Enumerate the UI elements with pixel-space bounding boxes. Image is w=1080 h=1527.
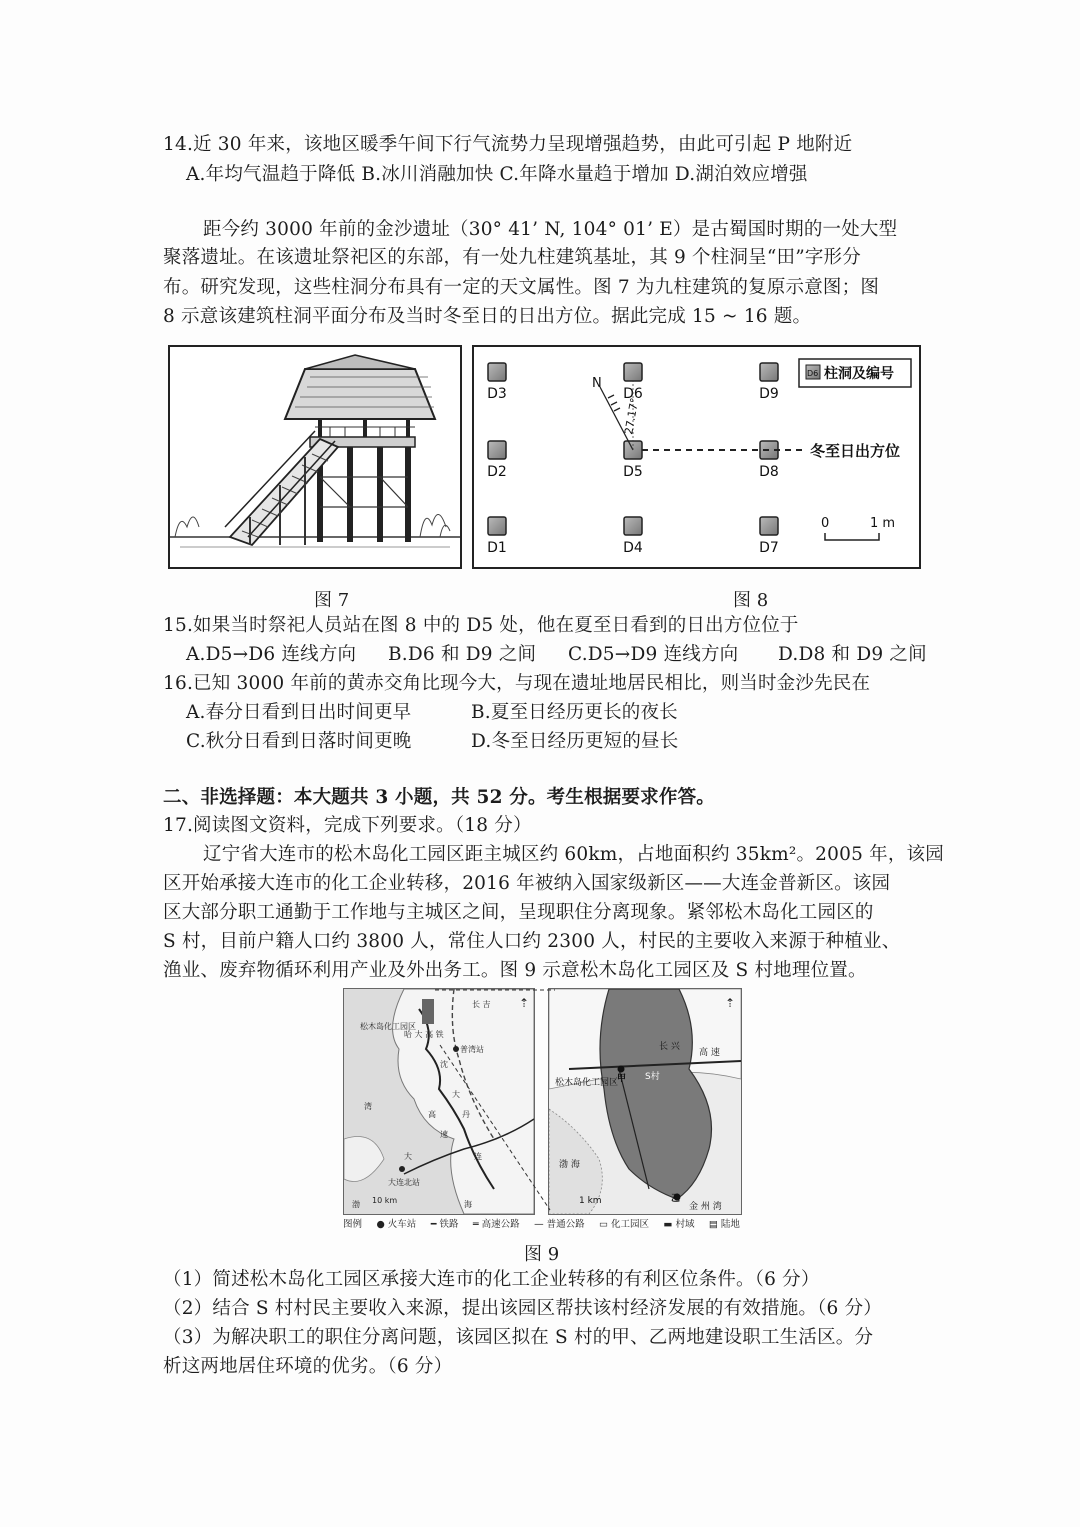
q17-passage-line-2: 区开始承接大连市的化工企业转移，2016 年被纳入国家级新区——大连金普新区。该园 bbox=[163, 873, 891, 894]
q16-option-a: A.春分日看到日出时间更早 bbox=[186, 702, 412, 723]
right-map-jia: 甲 bbox=[617, 1074, 627, 1084]
post-d9-label: D9 bbox=[759, 386, 779, 402]
post-d8-label: D8 bbox=[759, 464, 779, 480]
passage1-line-3: 布。研究发现，这些柱洞分布具有一定的天文属性。图 7 为九柱建筑的复原示意图；图 bbox=[163, 277, 880, 298]
right-map-road2: 高 速 bbox=[699, 1048, 720, 1058]
q14-options: A.年均气温趋于降低 B.冰川消融加快 C.年降水量趋于增加 D.湖泊效应增强 bbox=[186, 164, 808, 185]
left-map-park-label: 松木岛化工园区 bbox=[360, 1022, 416, 1031]
left-map-station1: 普湾站 bbox=[460, 1045, 484, 1054]
post-d5-label: D5 bbox=[623, 464, 643, 480]
figure-9-legend bbox=[343, 1216, 740, 1232]
q17-passage-line-5: 渔业、废弃物循环利用产业及外出务工。图 9 示意松木岛化工园区及 S 村地理位置。 bbox=[163, 960, 867, 981]
legend-expressway: ═ 高速公路 bbox=[472, 1219, 520, 1230]
right-map-north-arrow: ⇡ bbox=[725, 996, 736, 1010]
passage1-line-1: 距今约 3000 年前的金沙遗址（30° 41’ N, 104° 01’ E）是古蜀国时期的一处大型 bbox=[203, 219, 898, 240]
figure-7 bbox=[168, 345, 462, 569]
q16-option-c: C.秋分日看到日落时间更晚 bbox=[186, 731, 412, 752]
post-d3-label: D3 bbox=[487, 386, 507, 402]
q17-passage-line-4: S 村，目前户籍人口约 3800 人，常住人口约 2300 人，村民的主要收入来源于种植业、 bbox=[163, 931, 901, 952]
q17-sub-3-line-2: 析这两地居住环境的优劣。（6 分） bbox=[163, 1356, 453, 1377]
post-d2 bbox=[488, 441, 506, 459]
scale-bar bbox=[825, 533, 879, 540]
map-zoom-lines bbox=[430, 985, 560, 1215]
right-map-village: S村 bbox=[645, 1072, 660, 1082]
right-map-bay: 金 州 湾 bbox=[689, 1202, 722, 1212]
right-map-park-label: 松木岛化工园区 bbox=[555, 1078, 619, 1088]
left-map-rail: 哈 大 高 铁 bbox=[404, 1030, 444, 1039]
passage1-line-4: 8 示意该建筑柱洞平面分布及当时冬至日的日出方位。据此完成 15 ~ 16 题。 bbox=[163, 306, 812, 327]
post-d2-label: D2 bbox=[487, 464, 507, 480]
q17-sub-1: （1）简述松木岛化工园区承接大连市的化工企业转移的有利区位条件。（6 分） bbox=[163, 1269, 820, 1290]
q15-option-b: B.D6 和 D9 之间 bbox=[388, 644, 537, 665]
q17-stem: 17.阅读图文资料，完成下列要求。（18 分） bbox=[163, 815, 532, 836]
legend-station: ● 火车站 bbox=[376, 1219, 417, 1230]
left-map-north-arrow: ⇡ bbox=[519, 996, 530, 1010]
left-map-hw2: 沈 bbox=[440, 1060, 448, 1069]
post-d1-label: D1 bbox=[487, 540, 507, 556]
north-label: N bbox=[592, 376, 602, 391]
passage1-line-2: 聚落遗址。在该遗址祭祀区的东部，有一处九柱建筑基址，其 9 个柱洞呈“田”字形分 bbox=[163, 247, 861, 268]
post-d1 bbox=[488, 517, 506, 535]
left-map-hw8: 连 bbox=[474, 1152, 482, 1161]
q14-stem: 14.近 30 年来，该地区暖季午间下行气流势力呈现增强趋势，由此可引起 P 地附近 bbox=[163, 134, 853, 155]
nine-pillar-building-illustration bbox=[170, 347, 460, 567]
q15-option-c: C.D5→D9 连线方向 bbox=[568, 644, 739, 665]
post-d9 bbox=[760, 363, 778, 381]
post-d4 bbox=[624, 517, 642, 535]
figure-9-caption: 图 9 bbox=[524, 1244, 560, 1265]
post-d3 bbox=[488, 363, 506, 381]
left-map-station2: 大连北站 bbox=[388, 1178, 420, 1187]
q17-sub-3-line-1: （3）为解决职工的职住分离问题，该园区拟在 S 村的甲、乙两地建设职工生活区。分 bbox=[163, 1327, 874, 1348]
q15-option-a: A.D5→D6 连线方向 bbox=[186, 644, 357, 665]
legend-title: 图例 bbox=[343, 1219, 363, 1230]
right-map-yi: 乙 bbox=[671, 1194, 681, 1204]
left-map-sea2: 海 bbox=[464, 1200, 472, 1209]
figure-8-caption: 图 8 bbox=[733, 590, 769, 611]
sunrise-label: 冬至日出方位 bbox=[810, 442, 901, 460]
legend-railway: ━ 铁路 bbox=[430, 1219, 459, 1230]
q17-passage-line-3: 区大部分职工通勤于工作地与主城区之间，呈现职住分离现象。紧邻松木岛化工园区的 bbox=[163, 902, 874, 923]
post-d4-label: D4 bbox=[623, 540, 643, 556]
scale-zero: 0 bbox=[821, 516, 830, 531]
post-d6-label: D6 bbox=[623, 386, 643, 402]
q16-option-d: D.冬至日经历更短的昼长 bbox=[471, 731, 679, 752]
angle-label: 27.17° bbox=[622, 396, 642, 436]
right-map-road1: 长 兴 bbox=[659, 1042, 680, 1052]
figure-8 bbox=[472, 345, 921, 569]
left-map-hw6: 丹 bbox=[462, 1110, 470, 1119]
left-map-hw7: 大 bbox=[404, 1152, 412, 1161]
right-map-scale: 1 km bbox=[579, 1196, 602, 1206]
legend-chem-park: ▭ 化工园区 bbox=[599, 1219, 650, 1230]
figure-7-caption: 图 7 bbox=[314, 590, 350, 611]
left-map-hw5: 速 bbox=[440, 1130, 448, 1139]
right-map-sea: 渤 海 bbox=[559, 1160, 580, 1170]
left-map-hw9: 湾 bbox=[364, 1102, 372, 1111]
q15-stem: 15.如果当时祭祀人员站在图 8 中的 D5 处，他在夏至日看到的日出方位位于 bbox=[163, 615, 799, 636]
post-d7-label: D7 bbox=[759, 540, 779, 556]
legend-road: — 普通公路 bbox=[534, 1219, 585, 1230]
left-map-sea: 渤 bbox=[352, 1200, 360, 1209]
legend-label: 柱洞及编号 bbox=[824, 366, 894, 382]
left-map-scale: 10 km bbox=[372, 1196, 398, 1205]
q16-stem: 16.已知 3000 年前的黄赤交角比现今大，与现在遗址地居民相比，则当时金沙先民在 bbox=[163, 673, 871, 694]
legend-sample: D6 bbox=[807, 369, 819, 378]
section-2-heading: 二、非选择题：本大题共 3 小题，共 52 分。考生根据要求作答。 bbox=[163, 787, 715, 808]
post-d7 bbox=[760, 517, 778, 535]
left-map-hw1: 长 吉 bbox=[472, 1000, 491, 1009]
scale-unit: 1 m bbox=[870, 516, 896, 531]
q17-passage-line-1: 辽宁省大连市的松木岛化工园区距主城区约 60km，占地面积约 35km²。2005 年，该园 bbox=[203, 844, 944, 865]
q15-option-d: D.D8 和 D9 之间 bbox=[778, 644, 927, 665]
q16-option-b: B.夏至日经历更长的夜长 bbox=[471, 702, 678, 723]
left-map-hw4: 高 bbox=[428, 1110, 436, 1119]
legend-land: ▤ 陆地 bbox=[708, 1219, 740, 1230]
left-map-hw3: 大 bbox=[452, 1090, 460, 1099]
q17-sub-2: （2）结合 S 村村民主要收入来源，提出该园区帮扶该村经济发展的有效措施。（6 分） bbox=[163, 1298, 883, 1319]
figure-9-right-map bbox=[548, 988, 742, 1215]
post-d6 bbox=[624, 363, 642, 381]
legend-village: ▬ 村域 bbox=[663, 1219, 695, 1230]
post-hole-plan bbox=[474, 347, 919, 567]
